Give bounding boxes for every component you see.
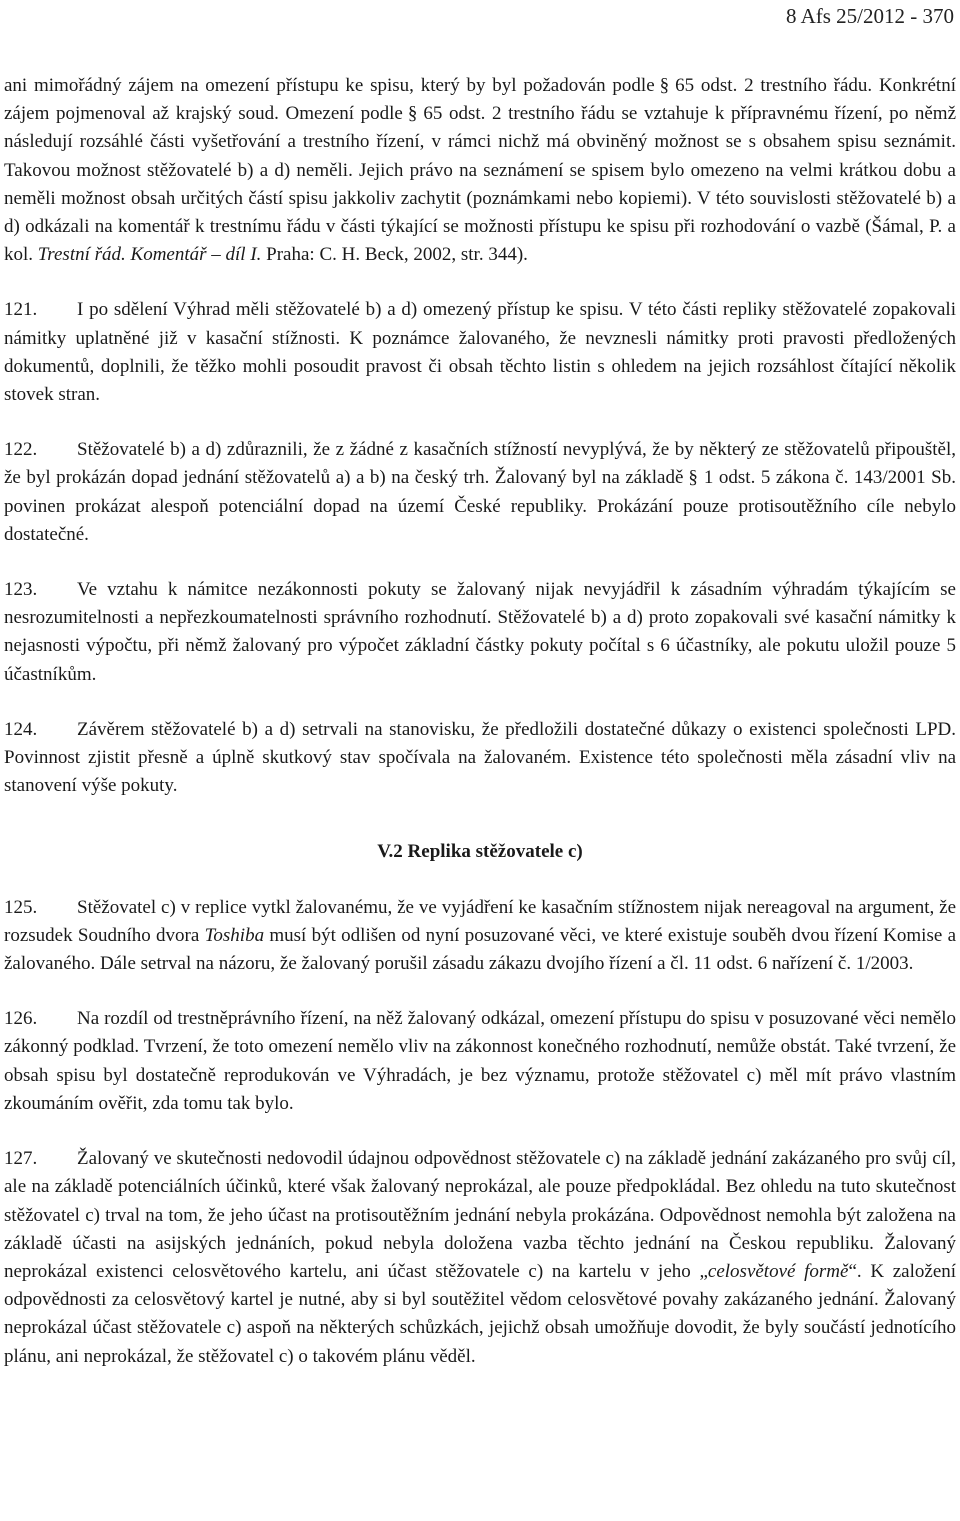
intro-text-1: ani mimořádný zájem na omezení přístupu ke spisu, který by byl požadován podle <box>4 75 655 96</box>
section-sign <box>683 467 704 488</box>
quote-open: „ <box>699 1260 708 1282</box>
section-heading: V.2 Replika stěžovatele c) <box>377 841 583 863</box>
paragraph-number: 124. <box>4 718 38 740</box>
paragraph-number: 125. <box>4 896 38 918</box>
section-sign <box>403 103 424 124</box>
citation-title: Trestní řád. Komentář – díl I. <box>37 244 262 266</box>
intro-text-3: 65 odst. 2 trestního řádu se vztahuje k přípravnému řízení, po němž následují rozsáhlé části vyšetřování a trestního řízení, v rámci nichž má obviněný možnost se s obsahem spisu seznámit. Takovou možnost stěžovatelé b) a d) neměli. Jejich právo na seznámení se spisem bylo omezeno na velmi krátkou dobu a neměli možnost obsah určitých částí spisu jakkoliv zachytit (poznámkami nebo kopiemi). V této souvislosti stěžovatelé b) a d) odkázali na komentář k trestnímu řádu v části týkající se možnosti přístupu ke spisu při rozhodování o vazbě (Šámal, P. a kol. <box>4 103 956 266</box>
paragraph-123 <box>4 576 956 689</box>
paragraph-number: 121. <box>4 299 38 321</box>
quote-close: “. <box>848 1260 862 1282</box>
paragraph-text: I po sdělení Výhrad měli stěžovatelé b) a d) omezený přístup ke spisu. V této části repliky stěžovatelé zopakovali námitky uplatněné již v kasační stížnosti. K poznámce žalovaného, že nevznesli námitky proti pravosti předložených dokumentů, doplnili, že těžko mohli posoudit pravost či obsah těchto listin s ohledem na jejich rozsáhlost čítající několik stovek stran. <box>4 299 956 406</box>
paragraph-121 <box>4 296 956 409</box>
paragraph-text: musí být odlišen od nyní posuzované věci, ve které existuje souběh dvou řízení Komise a žalovaného. Dále setrval na názoru, že žalovaný porušil zásadu zákazu dvojího řízení a čl. 11 odst. 6 nařízení č. 1/2003. <box>4 924 957 975</box>
paragraph-text: K založení odpovědnosti za celosvětový kartel je nutné, aby si byl soutěžitel vědom celosvětové povahy zakázaného jednání. Žalovaný neprokázal účast stěžovatele c) aspoň na některých schůzkách, jejichž obsah umožňuje dovodit, že byly součástí jednotícího plánu, ani neprokázal, že stěžovatel c) o takovém plánu věděl. <box>4 1260 957 1367</box>
paragraph-125 <box>4 894 956 979</box>
paragraph-126 <box>4 1005 956 1118</box>
paragraph-text: Stěžovatel c) v replice vytkl žalovanému, že ve vyjádření ke kasačním stížnostem nijak nereagoval na argument, že rozsudek Soudního dvora <box>4 896 956 946</box>
case-name: Toshiba <box>204 924 265 946</box>
paragraph-122 <box>4 436 956 549</box>
paragraph-number: 126. <box>4 1008 38 1030</box>
intro-text-2: 65 odst. 2 trestního řádu. Konkrétní zájem pojmenoval až krajský soud. Omezení podle <box>4 75 956 125</box>
paragraph-text: Závěrem stěžovatelé b) a d) setrvali na stanovisku, že předložili dostatečné důkazy o existenci společnosti LPD. Povinnost zjistit přesně a úplně skutkový stav spočívala na žalovaném. Existence této společnosti měla zásadní vliv na stanovení výše pokuty. <box>4 718 956 797</box>
paragraph-text: Stěžovatelé b) a d) zdůraznili, že z žádné z kasačních stížností nevyplývá, že by některý ze stěžovatelů připouštěl, že byl prokázán dopad jednání stěžovatelů a) a b) na český trh. Žalovaný byl na základě <box>4 439 956 489</box>
section-sign <box>655 75 676 96</box>
case-number-header: 8 Afs 25/2012 - 370 <box>786 4 954 28</box>
paragraph-text: Žalovaný ve skutečnosti nedovodil údajnou odpovědnost stěžovatele c) na základě jednání zakázaného pro svůj cíl, ale na základě potenciálních účinků, které však žalovaný neprokázal, ale pouze předpokládal. Bez ohledu na tuto skutečnost stěžovatel c) trval na tom, že jeho účast na protisoutěžním jednání nebyla prokázána. Odpovědnost nemohla být založena na základě účasti na asijských jednáních, pokud nebyla doložena vazba těchto jednání na Českou republiku. Žalovaný neprokázal existenci celosvětového kartelu, ani účast stěžovatele c) na kartelu v jeho <box>4 1148 956 1282</box>
paragraph-text: Na rozdíl od trestněprávního řízení, na něž žalovaný odkázal, omezení přístupu do spisu v posuzované věci nemělo zákonný podklad. Tvrzení, že toto omezení nemělo vliv na zákonnost konečného rozhodnutí, nemůže obstát. Také tvrzení, že obsah spisu byl dostatečně reprodukován ve Výhradách, je bez významu, protože stěžovatel c) měl mít právo vlastním zkoumáním ověřit, zda tomu tak bylo. <box>4 1008 956 1114</box>
intro-paragraph <box>4 72 956 269</box>
paragraph-text: Ve vztahu k námitce nezákonnosti pokuty se žalovaný nijak nevyjádřil k zásadním výhradám týkajícím se nesrozumitelnosti a nepřezkoumatelnosti správního rozhodnutí. Stěžovatelé b) a d) proto zopakovali své kasační námitky k nejasnosti výpočtu, při němž žalovaný pro výpočet základní částky pokuty počítal s 6 účastníky, ale pokutu uložil pouze 5 účastníkům. <box>4 579 956 685</box>
paragraph-number: 122. <box>4 439 38 461</box>
paragraph-number: 123. <box>4 579 38 601</box>
paragraph-127 <box>4 1145 956 1371</box>
intro-text-4: Praha: C. H. Beck, 2002, str. 344). <box>266 244 528 266</box>
paragraph-124 <box>4 716 956 801</box>
paragraph-number: 127. <box>4 1148 38 1170</box>
document-body <box>4 72 956 1371</box>
quoted-phrase: celosvětové formě <box>707 1260 849 1282</box>
paragraph-text: 1 odst. 5 zákona č. 143/2001 Sb. povinen prokázat alespoň potenciální dopad na území České republiky. Prokázání pouze protisoutěžního cíle nebylo dostatečné. <box>4 467 956 545</box>
